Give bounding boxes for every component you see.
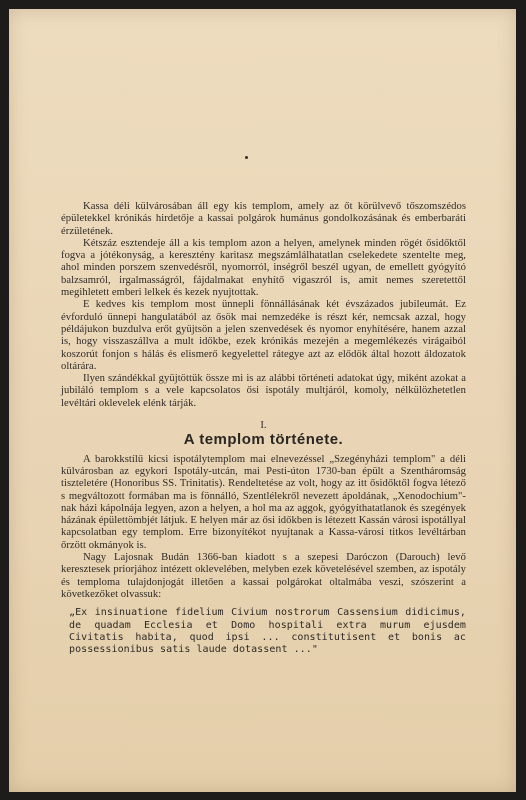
document-page [9, 9, 516, 792]
paragraph: A barokkstílű kicsi ispotálytemplom mai elnevezéssel „Szegényházi templom" a déli külvárosban az egykori Ispotály-utcán, mai Pesti-úton 1730-ban épült a Szentháromság tiszteletére (Honoribus SS. Trinitatis). Rendeltetése az volt, hogy az itt ősidőktől fogva létező s megváltozott formában ma is fönnálló, Szentlélekről nevezett ápoldának, „Xenodochium"-nak házi kápolnája legyen, azon a helyen, a hol ma az aggok, gyógyíthatatlanok és szegények házának épülettömbjét látjuk. E helyen már az ősi időkben is létezett Kassán városi ispotállyal kapcsolatban egy templom. Erre bizonyítékot nyujtanak a Kassa-városi titkos levéltárban őrzött okmányok is. [61, 453, 466, 551]
paragraph: Ilyen szándékkal gyüjtöttük össze mi is az alábbi történeti adatokat úgy, miként azokat a jubiláló templom s a vele kapcsolatos ősi ispotály multjáról, komoly, nélkülözhetetlen levéltári oklevelek elénk tárják. [61, 373, 466, 409]
paragraph: E kedves kis templom most ünnepli fönnállásának két évszázados jubileumát. Ez évforduló ünnepi hangulatából az ősök mai nemzedéke is részt kér, nemcsak azzal, hogy példájukon buzdulva erőt gyüjtsön a jelen szenvedések és nyomor enyhítésére, hanem azzal is, hogy visszaszállva a mult időkbe, ezek krónikás mezején a megemlékezés virágaiból koszorút fonjon s hálás és elismerő kegyelettel rátegye azt az elődök által hozott áldozatok oltárára. [61, 299, 466, 372]
paragraph: Nagy Lajosnak Budán 1366-ban kiadott s a szepesi Daróczon (Darouch) levő keresztesek priorjához intézett oklevelében, melyben ezek követelésével szemben, az ispotály és temploma tulajdonjogát illetően a kassai polgárokat oltalmába veszi, szószerint a következőket olvassuk: [61, 552, 466, 600]
paragraph: Kétszáz esztendeje áll a kis templom azon a helyen, amelynek minden rögét ősidőktől fogva a jótékonyság, a keresztény karitasz megszámlálhatatlan cselekedete szentelte meg, ahol minden porszem szenvedésről, nyomorról, inségről beszél ugyan, de emellett gyógyító balzsamról, irgalmasságról, fájdalmakat enyhítő vigaszról is, amit nemes szeretettől megihletett emberi lelkek és kezek nyujtottak. [61, 237, 466, 299]
paragraph: Kassa déli külvárosában áll egy kis templom, amely az őt körülvevő tőszomszédos épületekkel krónikás hirdetője a kassai polgárok humánus gondolkozásának és emberbaráti érzületének. [61, 201, 466, 237]
section-number: I. [260, 420, 267, 432]
body-text [61, 201, 466, 657]
printed-dot [245, 156, 248, 159]
section-title: A templom története. [183, 431, 344, 449]
latin-quote: „Ex insinuatione fidelium Civium nostrorum Cassensium didicimus, de quadam Ecclesia et Domo hospitali extra murum ejusdem Civitatis habita, quod ipsi ... constitutisent et bonis ac possessionibus satis laude dotassent ..." [69, 607, 466, 656]
